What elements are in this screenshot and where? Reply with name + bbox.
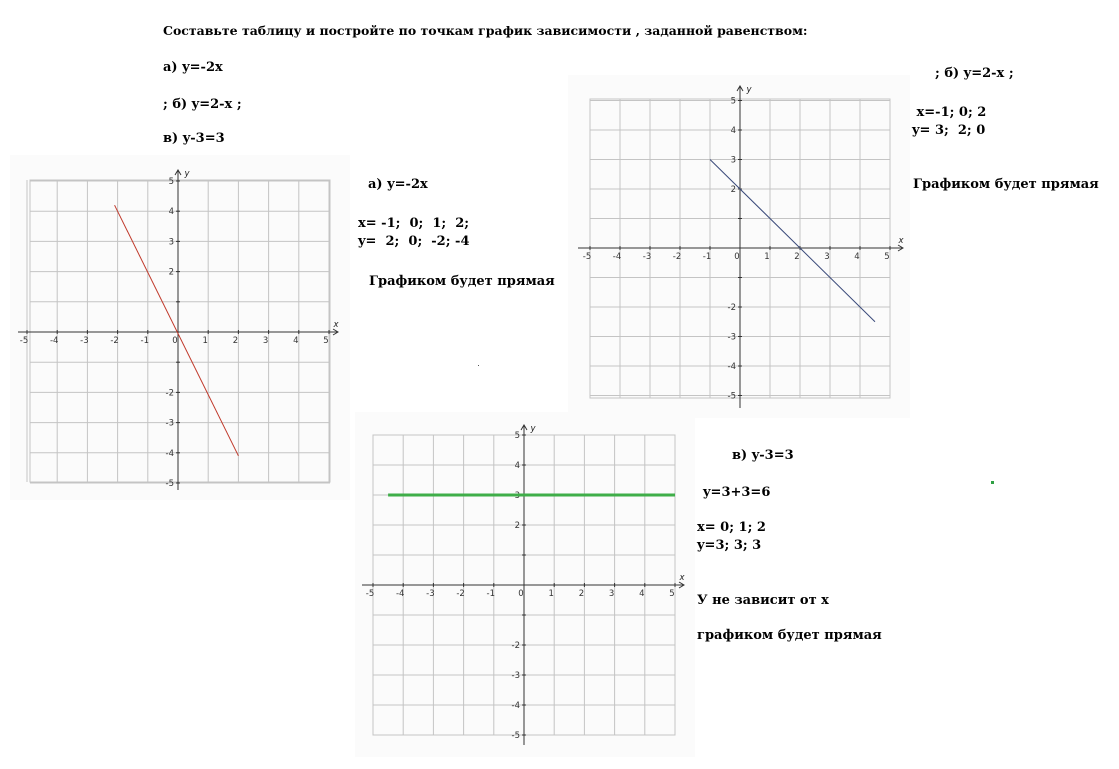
y-tick-label: 2: [730, 185, 736, 195]
panel-c-equation: y=3+3=6: [703, 485, 771, 500]
panel-b-y-row: y= 3; 2; 0: [912, 123, 986, 138]
x-tick-label: 5: [323, 336, 329, 346]
y-axis-label: y: [530, 424, 536, 434]
x-tick-label: -3: [426, 589, 435, 599]
x-tick-label: -5: [365, 589, 375, 599]
x-tick-label: 5: [669, 589, 675, 599]
y-tick-label: -5: [511, 731, 520, 741]
panel-c-note-independent: У не зависит от х: [697, 593, 829, 608]
y-tick-label: -2: [165, 388, 174, 399]
task-item-b: ; б) y=2-x ;: [163, 97, 242, 112]
y-tick-label: -2: [727, 303, 736, 313]
panel-c-heading: в) y-3=3: [732, 448, 794, 463]
y-tick-label: -5: [165, 479, 174, 489]
y-tick-label: 4: [730, 126, 736, 136]
x-tick-label: -2: [672, 252, 682, 262]
panel-a-note: Графиком будет прямая: [369, 274, 555, 289]
y-tick-label: 3: [168, 237, 174, 248]
x-tick-label: 2: [794, 252, 800, 262]
panel-a-x-row: x= -1; 0; 1; 2;: [358, 216, 470, 231]
y-tick-label: 5: [730, 96, 736, 107]
x-tick-label: 0: [172, 336, 178, 346]
x-tick-label: -3: [642, 252, 652, 262]
y-tick-label: 2: [514, 521, 520, 531]
y-tick-label: -4: [511, 701, 520, 711]
y-tick-label: -4: [165, 448, 174, 459]
green-dot: [991, 481, 994, 484]
x-axis-label: x: [333, 320, 339, 330]
panel-c-y-row: y=3; 3; 3: [697, 538, 762, 553]
x-tick-label: 1: [202, 336, 208, 346]
panel-b-x-row: x=-1; 0; 2: [912, 105, 987, 120]
x-tick-label: 2: [578, 589, 585, 599]
x-tick-label: -2: [456, 589, 465, 599]
x-tick-label: -4: [395, 589, 405, 599]
y-tick-label: -3: [727, 332, 736, 343]
task-item-a: а) y=-2x: [163, 60, 223, 75]
x-tick-label: 3: [262, 336, 269, 346]
x-tick-label: -1: [702, 252, 712, 262]
x-tick-label: -1: [140, 336, 150, 346]
x-tick-label: -1: [486, 589, 496, 599]
y-tick-label: 2: [168, 267, 174, 278]
y-tick-label: 4: [514, 461, 520, 471]
x-tick-label: 1: [764, 252, 770, 262]
x-axis-label: x: [898, 236, 904, 246]
x-tick-label: 5: [884, 252, 890, 262]
y-tick-label: 5: [514, 431, 520, 441]
x-tick-label: 1: [548, 589, 554, 599]
x-tick-label: 4: [639, 589, 645, 599]
y-axis-label: y: [746, 85, 752, 95]
x-tick-label: -5: [582, 252, 592, 262]
x-tick-label: -4: [49, 336, 59, 346]
panel-a-heading: а) y=-2x: [368, 177, 428, 192]
y-tick-label: 3: [514, 491, 520, 501]
y-tick-label: 4: [168, 207, 174, 218]
panel-a-y-row: y= 2; 0; -2; -4: [358, 234, 470, 249]
x-tick-label: -4: [612, 252, 622, 262]
task-title: Составьте таблицу и постройте по точкам график зависимости , заданной равенством:: [163, 23, 808, 38]
y-axis-label: y: [184, 169, 190, 179]
task-item-c: в) y-3=3: [163, 131, 225, 146]
x-tick-label: 4: [854, 252, 860, 262]
y-tick-label: -5: [727, 391, 736, 402]
y-tick-label: -3: [511, 671, 520, 681]
y-tick-label: -2: [511, 641, 520, 651]
stray-mark: [478, 365, 479, 366]
y-tick-label: 5: [168, 177, 174, 187]
x-tick-label: 4: [293, 336, 299, 346]
panel-c-note-line: графиком будет прямая: [697, 628, 882, 643]
x-tick-label: 0: [734, 252, 740, 262]
y-tick-label: 3: [730, 155, 736, 166]
x-tick-label: 0: [518, 589, 524, 599]
x-tick-label: -5: [19, 336, 29, 346]
x-tick-label: 3: [824, 252, 830, 262]
x-tick-label: 3: [608, 589, 615, 599]
y-tick-label: -3: [165, 418, 174, 429]
x-tick-label: 2: [232, 336, 239, 346]
panel-b-heading: ; б) y=2-x ;: [935, 66, 1014, 81]
panel-b-note: Графиком будет прямая: [913, 177, 1099, 192]
x-tick-label: -3: [80, 336, 89, 346]
x-axis-label: x: [679, 573, 685, 583]
panel-c-x-row: x= 0; 1; 2: [697, 520, 766, 535]
x-tick-label: -2: [110, 336, 119, 346]
y-tick-label: -4: [727, 362, 736, 372]
